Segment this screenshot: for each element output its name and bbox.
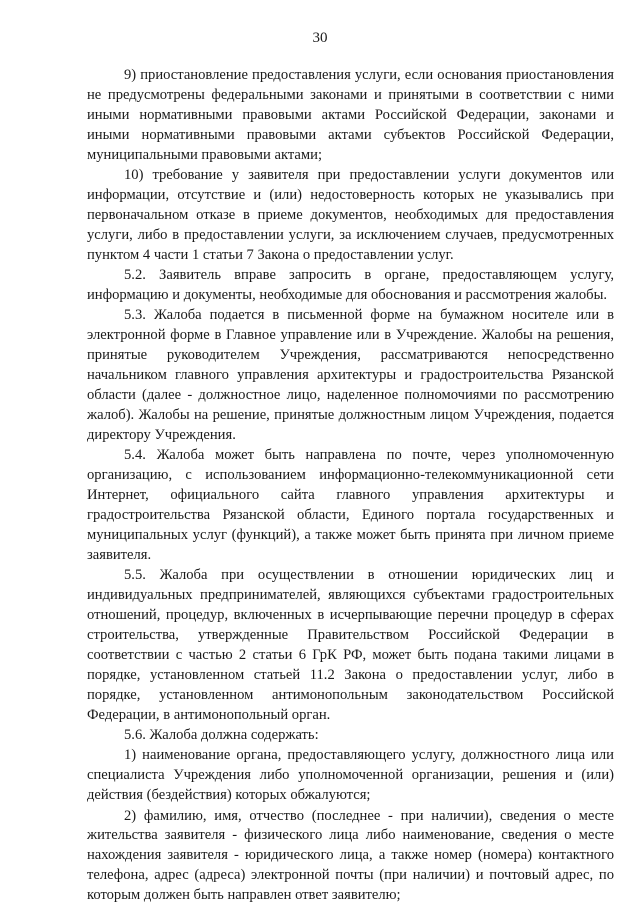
page-number: 30	[312, 30, 328, 46]
body-text	[87, 66, 614, 906]
paragraph-5-5: 5.5. Жалоба при осуществлении в отношении юридических лиц и индивидуальных предпринимателей, являющихся субъектами градостроительных отношений, процедур, включенных в исчерпывающие перечни процедур в сферах строительства, утвержденные Правительством Российской Федерации в соответствии с частью 2 статьи 6 ГрК РФ, может быть подана такими лицами в порядке, установленном статьей 11.2 Закона о предоставлении услуг, либо в порядке, установленном антимонопольным законодательством Российской Федерации, в антимонопольный орган.	[87, 567, 614, 723]
paragraph-list-item-2: 2) фамилию, имя, отчество (последнее - при наличии), сведения о месте жительства заявителя - физического лица либо наименование, сведения о месте нахождения заявителя - юридического лица, а также номер (номера) контактного телефона, адрес (адреса) электронной почты (при наличии) и почтовый адрес, по которым должен быть направлен ответ заявителю;	[87, 807, 614, 904]
paragraph-item-9: 9) приостановление предоставления услуги, если основания приостановления не предусмотрены федеральными законами и принятыми в соответствии с ними иными нормативными правовыми актами Российской Федерации, законами и иными нормативными правовыми актами субъектов Российской Федерации, муниципальными правовыми актами;	[87, 67, 614, 163]
paragraph-5-3: 5.3. Жалоба подается в письменной форме на бумажном носителе или в электронной форме в Главное управление или в Учреждение. Жалобы на решения, принятые руководителем Учреждения, рассматриваются непосредственно начальником главного управления архитектуры и градостроительства Рязанской области (далее - должностное лицо, наделенное полномочиями по рассмотрению жалоб). Жалобы на решение, принятые должностным лицом Учреждения, подается директору Учреждения.	[87, 307, 614, 443]
paragraph-list-item-1: 1) наименование органа, предоставляющего услугу, должностного лица или специалиста Учреждения либо уполномоченной организации, решения и (или) действия (бездействия) которых обжалуются;	[87, 747, 614, 804]
paragraph-5-6: 5.6. Жалоба должна содержать:	[124, 726, 319, 743]
paragraph-5-4: 5.4. Жалоба может быть направлена по почте, через уполномоченную организацию, с использованием информационно-телекоммуникационной сети Интернет, официального сайта главного управления архитектуры и градостроительства Рязанской области, Единого портала государственных и муниципальных услуг (функций), а также может быть принята при личном приеме заявителя.	[87, 447, 614, 563]
paragraph-item-10: 10) требование у заявителя при предоставлении услуги документов или информации, отсутствие и (или) недостоверность которых не указывались при первоначальном отказе в приеме документов, необходимых для предоставления услуги, либо в предоставлении услуги, за исключением случаев, предусмотренных пунктом 4 части 1 статьи 7 Закона о предоставлении услуг.	[87, 167, 614, 263]
paragraph-5-2: 5.2. Заявитель вправе запросить в органе, предоставляющем услугу, информацию и документы, необходимые для обоснования и рассмотрения жалобы.	[87, 267, 614, 303]
